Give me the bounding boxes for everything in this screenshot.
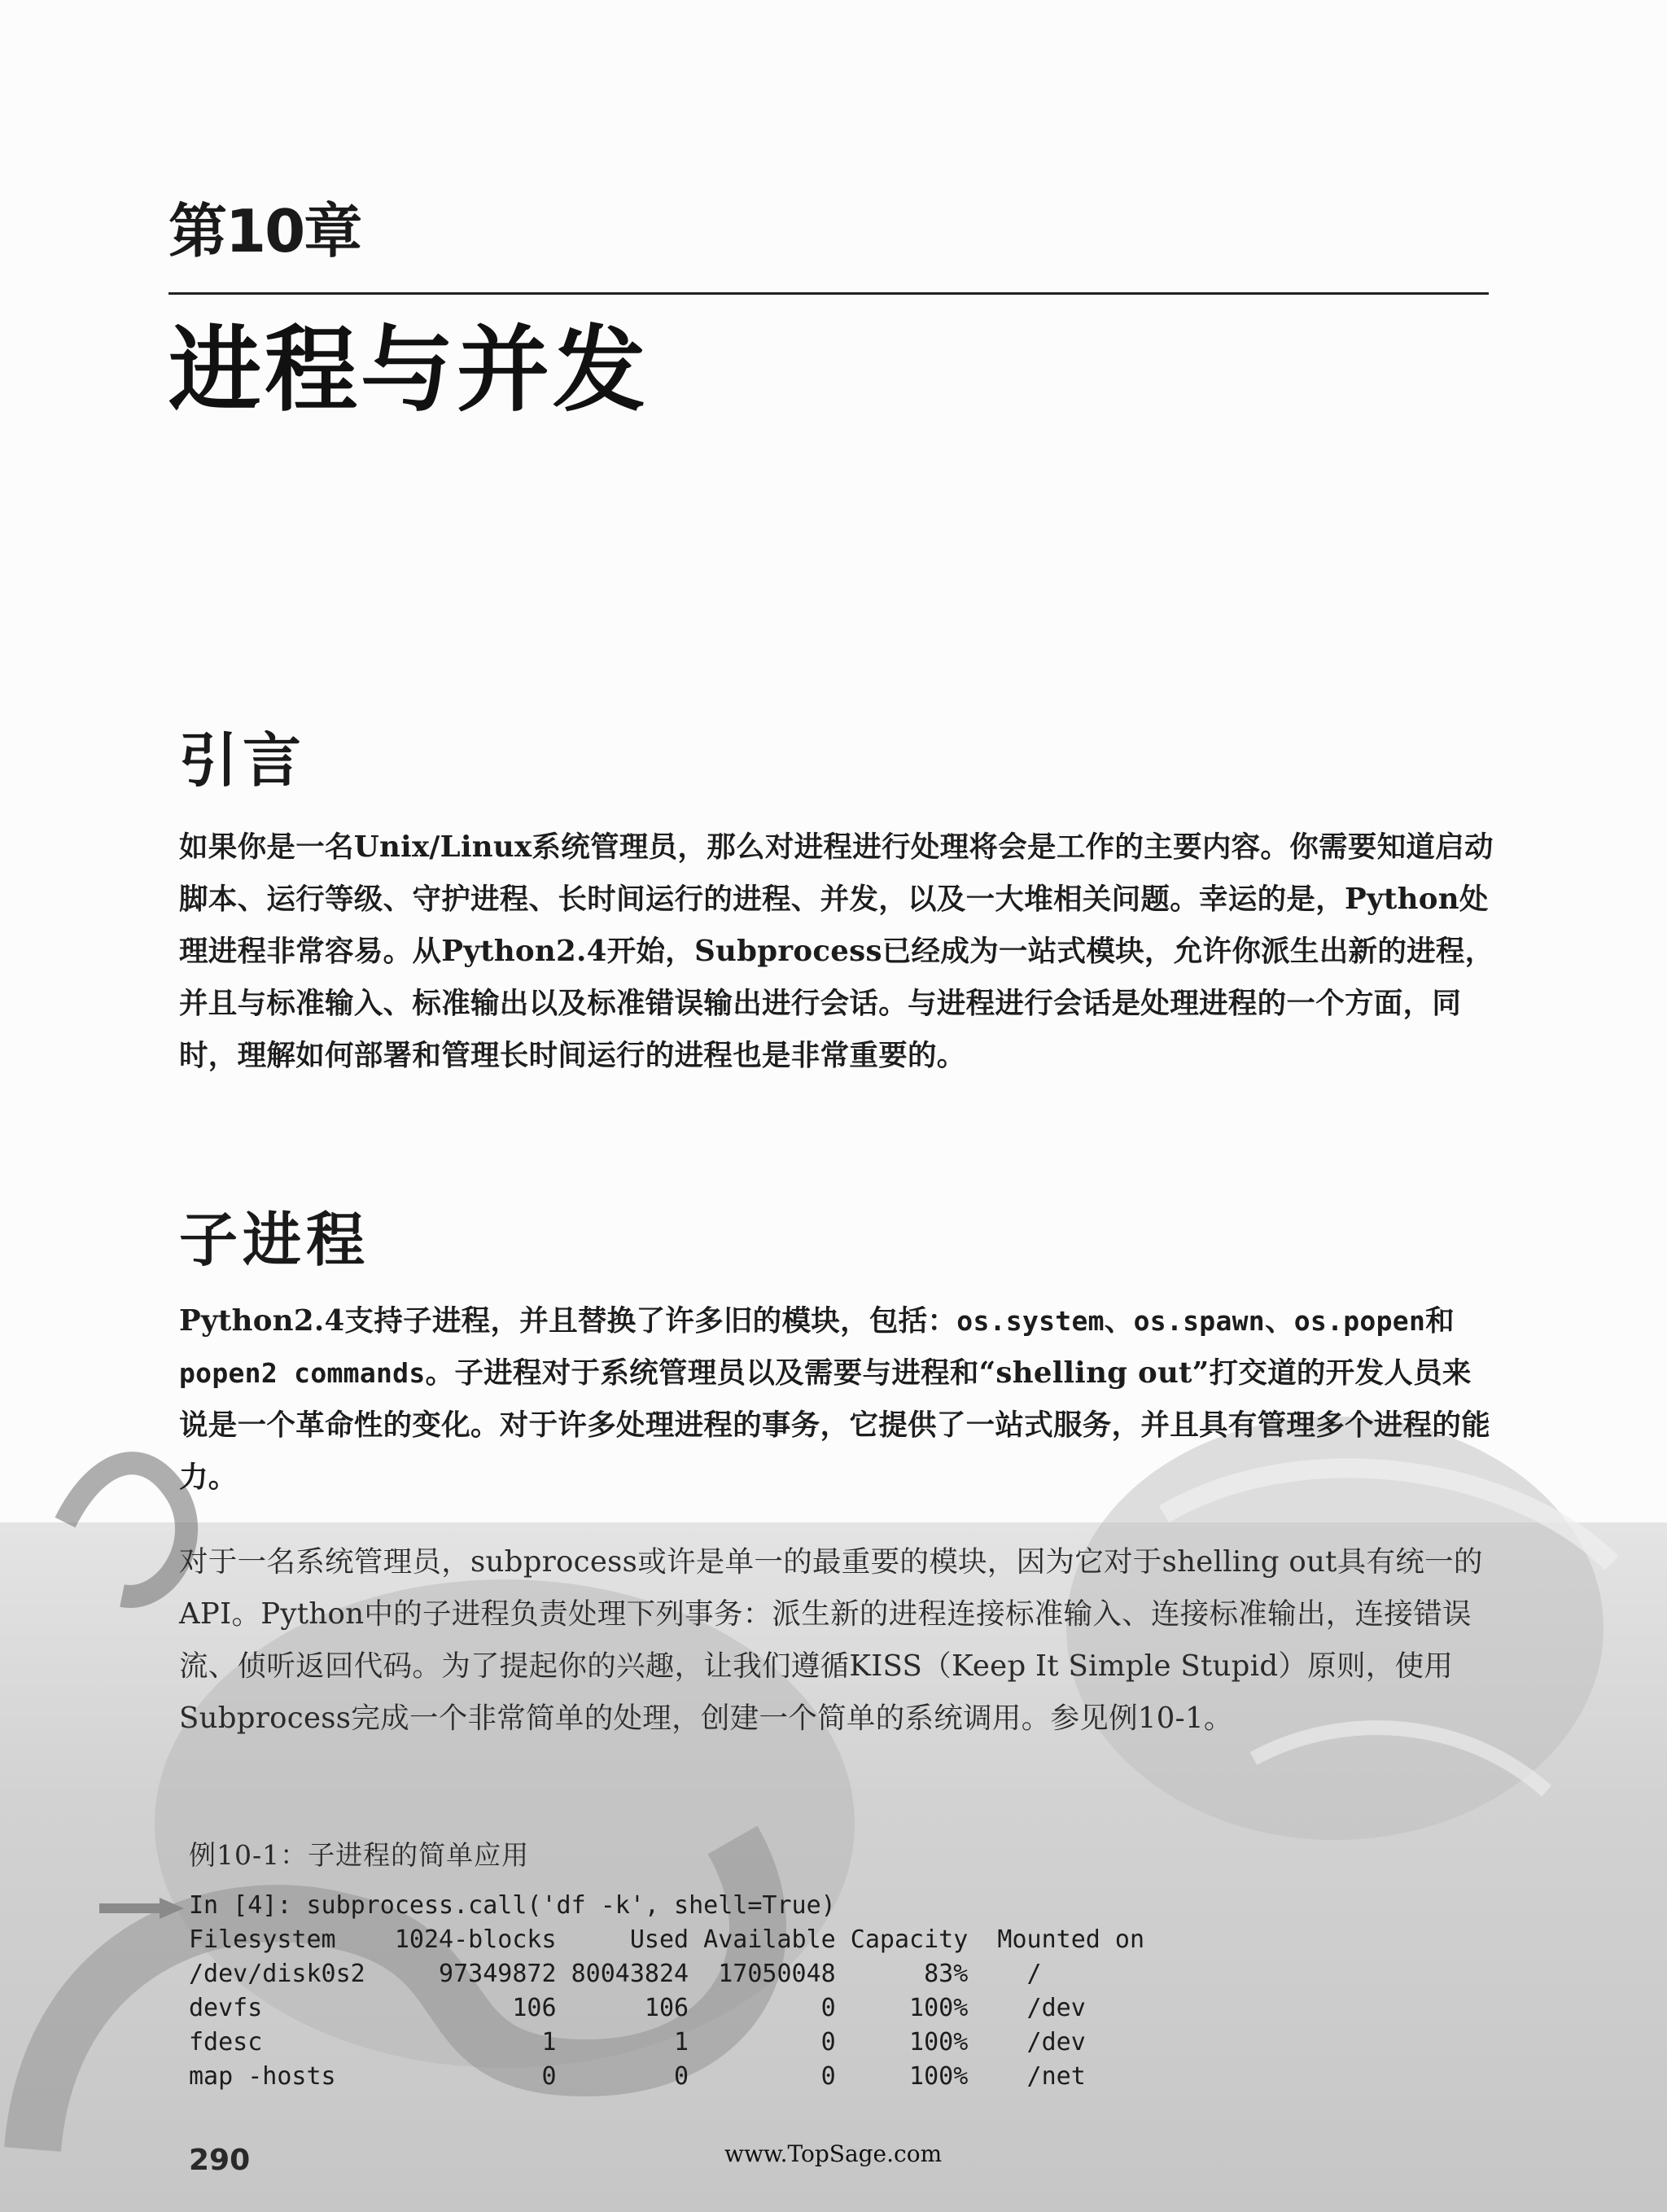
code-example	[189, 1889, 1144, 2094]
code-line: /dev/disk0s2 97349872 80043824 17050048 83% /	[189, 1960, 1042, 1988]
arrow-marker-icon	[99, 1898, 184, 1919]
code-line: In [4]: subprocess.call('df -k', shell=True)	[189, 1891, 836, 1920]
intro-paragraph: 如果你是一名Unix/Linux系统管理员，那么对进程进行处理将会是工作的主要内容。你需要知道启动脚本、运行等级、守护进程、长时间运行的进程、并发，以及一大堆相关问题。幸运的是，Python处理进程非常容易。从Python2.4开始，Subprocess已经成为一站式模块，允许你派生出新的进程，并且与标准输入、标准输出以及标准错误输出进行会话。与进程进行会话是处理进程的一个方面，同时，理解如何部署和管理长时间运行的进程也是非常重要的。	[179, 830, 1494, 1072]
code-line: devfs 106 106 0 100% /dev	[189, 1994, 1086, 2022]
example-title: 例10-1：子进程的简单应用	[189, 1839, 530, 1871]
code-line: Filesystem 1024-blocks Used Available Capacity Mounted on	[189, 1925, 1144, 1954]
inline-code-os-spawn: os.spawn	[1133, 1305, 1265, 1337]
section-heading-subprocess: 子进程	[179, 1206, 370, 1274]
page-number: 290	[189, 2144, 251, 2177]
separator: 、	[1104, 1304, 1134, 1338]
subprocess-paragraph-1	[179, 1295, 1498, 1504]
inline-code-os-system: os.system	[956, 1305, 1105, 1337]
chapter-title: 进程与并发	[168, 316, 650, 424]
section-heading-intro: 引言	[179, 726, 307, 795]
inline-code-os-popen: os.popen	[1293, 1305, 1426, 1337]
text-fragment: Python2.4支持子进程，并且替换了许多旧的模块，包括：	[179, 1304, 957, 1338]
code-line: fdesc 1 1 0 100% /dev	[189, 2028, 1086, 2057]
footer-url: www.TopSage.com	[724, 2140, 943, 2167]
inline-code-popen2-commands: popen2 commands	[179, 1357, 426, 1389]
chapter-number: 第10章	[168, 197, 361, 265]
text-fragment: 和	[1425, 1304, 1455, 1338]
separator: 、	[1264, 1304, 1294, 1338]
subprocess-paragraph-2: 对于一名系统管理员，subprocess或许是单一的最重要的模块，因为它对于shelling out具有统一的API。Python中的子进程负责处理下列事务：派生新的进程连接标准输入、连接标准输出，连接错误流、侦听返回代码。为了提起你的兴趣，让我们遵循KISS（Keep It Simple Stupid）原则，使用Subprocess完成一个非常简单的处理，创建一个简单的系统调用。参见例10-1。	[179, 1545, 1483, 1735]
text-fragment: 。子进程对于系统管理员以及需要与进程和“shelling out”打交道的开发人员来说是一个革命性的变化。对于许多处理进程的事务，它提供了一站式服务，并且具有管理多个进程的能力。	[179, 1356, 1491, 1494]
code-line: map -hosts 0 0 0 100% /net	[189, 2062, 1086, 2091]
chapter-rule	[168, 292, 1489, 295]
